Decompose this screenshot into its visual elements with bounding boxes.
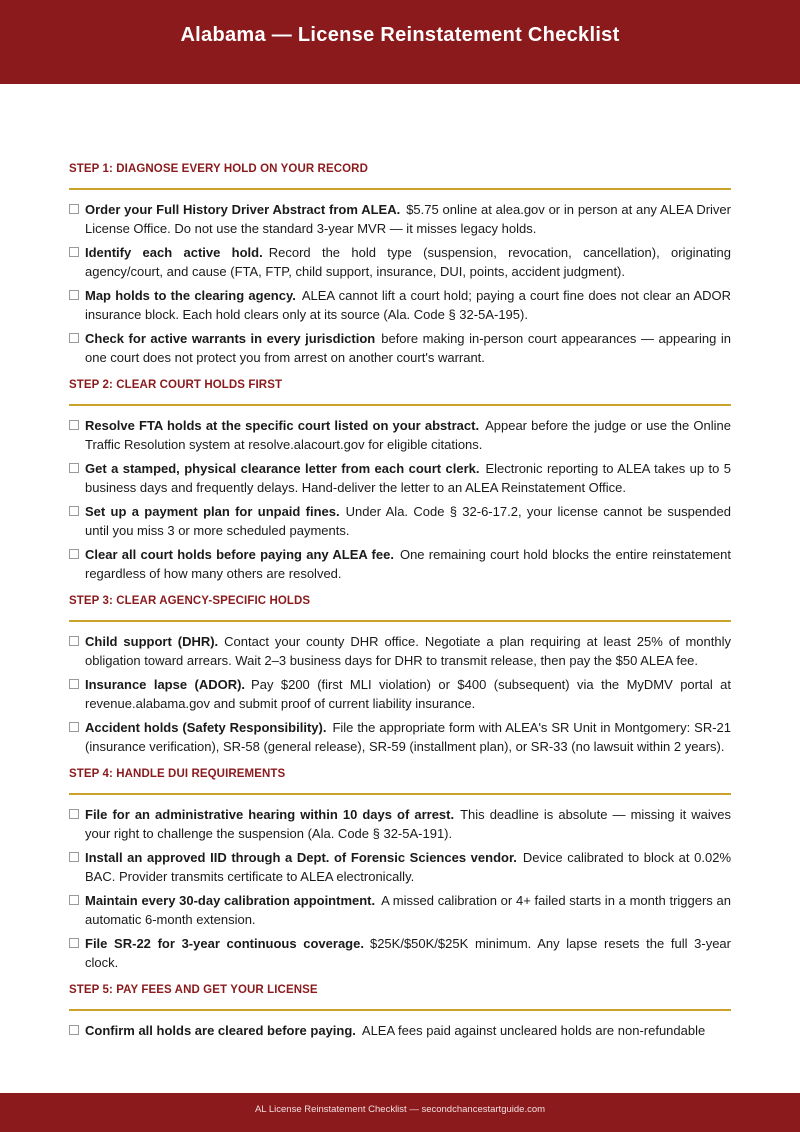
item-description: This deadline is absolute — missing it waives your right to challenge the suspension (Ala. Code § 32-5A-191). [85,807,731,841]
checkbox[interactable] [69,636,79,646]
item-description: before making in-person court appearances — appearing in one court does not protect you from arrest on another court's warrant. [85,331,731,365]
item-description: Record the hold type (suspension, revocation, cancellation), originating agency/court, and cause (FTA, FTP, child support, insurance, DUI, points, accident judgment). [85,245,731,279]
checklist-item [69,459,731,497]
step-section [69,376,731,583]
step-section [69,160,731,367]
page-footer [0,1093,800,1132]
checklist-item [69,632,731,670]
checkbox[interactable] [69,895,79,905]
checkbox[interactable] [69,679,79,689]
checkbox[interactable] [69,809,79,819]
checklist-item [69,675,731,713]
item-description: $5.75 online at alea.gov or in person at any ALEA Driver License Office. Do not use the standard 3-year MVR — it misses legacy holds. [85,202,731,236]
checklist-item [69,545,731,583]
checklist-item [69,416,731,454]
checklist-item [69,502,731,540]
item-title: Clear all court holds before paying any ALEA fee. [85,547,394,562]
item-description: Appear before the judge or use the Online Traffic Resolution system at resolve.alacourt.gov for eligible citations. [85,418,731,452]
checkbox[interactable] [69,506,79,516]
checklist-item [69,848,731,886]
item-title: Get a stamped, physical clearance letter from each court clerk. [85,461,480,476]
step-section [69,981,731,1040]
item-description: $25K/$50K/$25K minimum. Any lapse resets the full 3-year clock. [85,936,731,970]
item-description: A missed calibration or 4+ failed starts in a month triggers an automatic 6-month extension. [85,893,731,927]
step-heading: STEP 5: PAY FEES AND GET YOUR LICENSE [69,981,731,1011]
item-description: File the appropriate form with ALEA's SR Unit in Montgomery: SR-21 (insurance verification), SR-58 (general release), SR-59 (installment plan), or SR-33 (no lawsuit within 2 years). [85,720,731,754]
checklist-item [69,200,731,238]
checkbox[interactable] [69,722,79,732]
item-title: Identify each active hold. [85,245,263,260]
step-heading: STEP 4: HANDLE DUI REQUIREMENTS [69,765,731,795]
step-section [69,765,731,972]
item-title: Resolve FTA holds at the specific court listed on your abstract. [85,418,480,433]
checklist-item [69,805,731,843]
item-title: Child support (DHR). [85,634,219,649]
item-description: One remaining court hold blocks the entire reinstatement regardless of how many others are resolved. [85,547,731,581]
item-title: Check for active warrants in every jurisdiction [85,331,376,346]
item-description: ALEA fees paid against uncleared holds are non-refundable [361,1023,706,1038]
checkbox[interactable] [69,290,79,300]
checkbox[interactable] [69,420,79,430]
checklist-item [69,891,731,929]
step-heading: STEP 3: CLEAR AGENCY-SPECIFIC HOLDS [69,592,731,622]
checkbox[interactable] [69,247,79,257]
checkbox[interactable] [69,333,79,343]
page-title: Alabama — License Reinstatement Checklist [180,24,620,46]
checkbox[interactable] [69,1025,79,1035]
item-title: File for an administrative hearing within 10 days of arrest. [85,807,455,822]
item-description: Device calibrated to block at 0.02% BAC. Provider transmits certificate to ALEA electronically. [85,850,731,884]
step-heading: STEP 1: DIAGNOSE EVERY HOLD ON YOUR RECORD [69,160,731,190]
item-title: Set up a payment plan for unpaid fines. [85,504,340,519]
item-title: Insurance lapse (ADOR). [85,677,246,692]
item-title: Order your Full History Driver Abstract from ALEA. [85,202,401,217]
item-description: Electronic reporting to ALEA takes up to 5 business days and frequently delays. Hand-deliver the letter to an ALEA Reinstatement Office. [85,461,731,495]
item-title: Maintain every 30-day calibration appointment. [85,893,376,908]
checklist-item [69,934,731,972]
item-description: Pay $200 (first MLI violation) or $400 (subsequent) via the MyDMV portal at revenue.alabama.gov and submit proof of current liability insurance. [85,677,731,711]
item-title: Accident holds (Safety Responsibility). [85,720,327,735]
item-description: Contact your county DHR office. Negotiate a plan requiring at least 25% of monthly obligation toward arrears. Wait 2–3 business days for DHR to transmit release, then pay the $50 ALEA fee. [85,634,731,668]
checkbox[interactable] [69,463,79,473]
footer-text: AL License Reinstatement Checklist — secondchancestartguide.com [254,1104,546,1115]
checklist-item [69,329,731,367]
checkbox[interactable] [69,204,79,214]
checkbox[interactable] [69,852,79,862]
step-section [69,592,731,756]
checklist-item [69,718,731,756]
step-heading: STEP 2: CLEAR COURT HOLDS FIRST [69,376,731,406]
page-header [0,0,800,84]
checklist-item [69,1021,731,1040]
item-title: Install an approved IID through a Dept. of Forensic Sciences vendor. [85,850,517,865]
item-title: Map holds to the clearing agency. [85,288,296,303]
checklist-content [69,160,731,1045]
checkbox[interactable] [69,938,79,948]
item-description: Under Ala. Code § 32-6-17.2, your license cannot be suspended until you miss 3 or more scheduled payments. [85,504,731,538]
checklist-item [69,286,731,324]
item-title: Confirm all holds are cleared before paying. [85,1023,356,1038]
checkbox[interactable] [69,549,79,559]
checklist-item [69,243,731,281]
item-title: File SR-22 for 3-year continuous coverage. [85,936,364,951]
item-description: ALEA cannot lift a court hold; paying a court fine does not clear an ADOR insurance block. Each hold clears only at its source (Ala. Code § 32-5A-195). [85,288,731,322]
